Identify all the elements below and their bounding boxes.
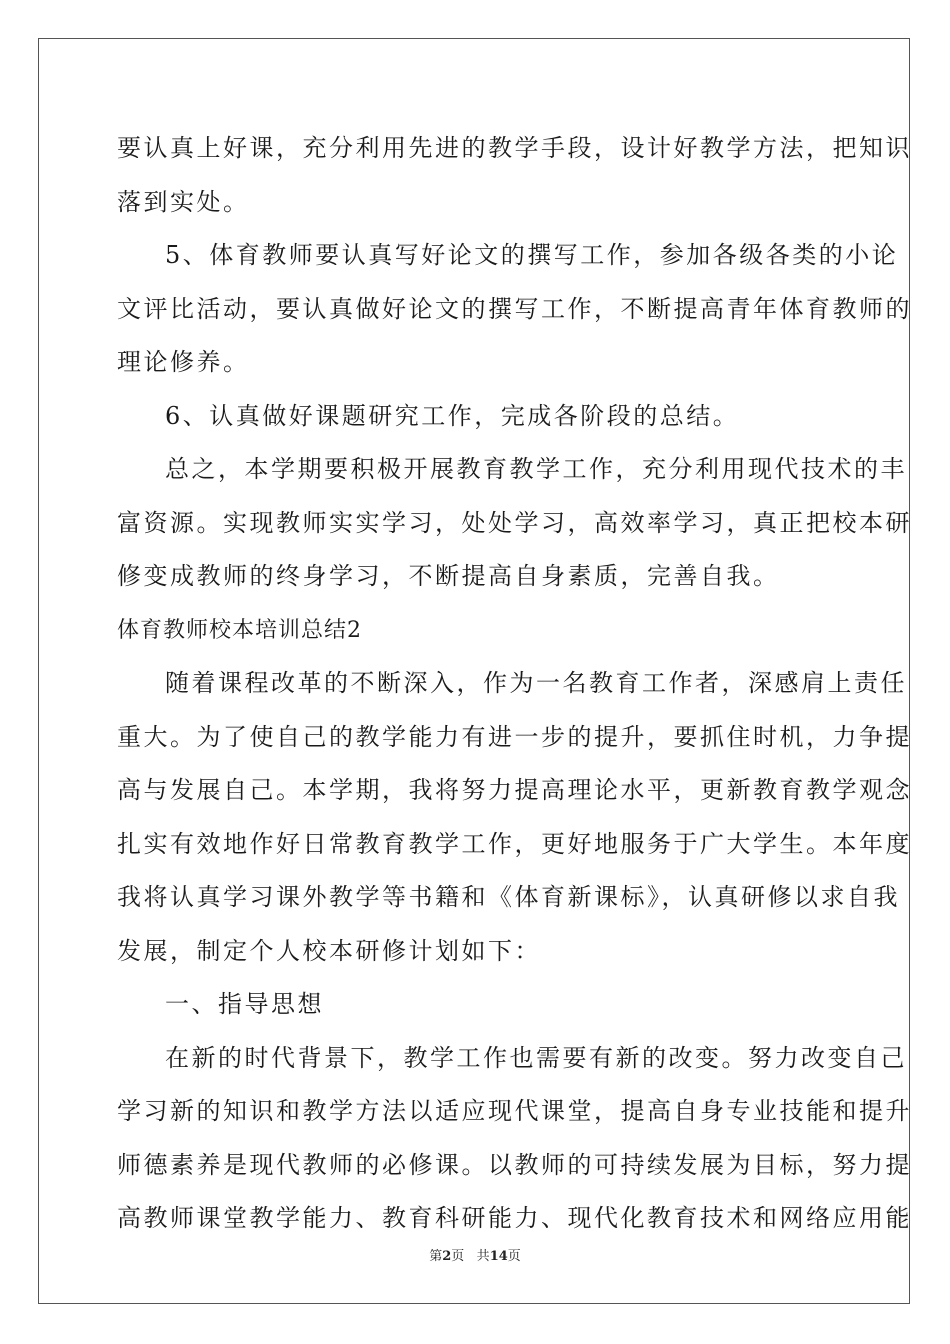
text-line: 总之，本学期要积极开展教育教学工作，充分利用现代技术的丰: [165, 455, 907, 483]
text-line: 理论修养。: [117, 348, 250, 376]
total-prefix: 共: [476, 1249, 490, 1264]
text-line: 随着课程改革的不断深入，作为一名教育工作者，深感肩上责任: [165, 669, 907, 697]
text-line: 6、认真做好课题研究工作，完成各阶段的总结。: [165, 401, 740, 430]
total-suffix: 页: [507, 1249, 521, 1264]
text-line: 要认真上好课，充分利用先进的教学手段，设计好教学方法，把知识: [117, 134, 912, 162]
text-line: 富资源。实现教师实实学习，处处学习，高效率学习，真正把校本研: [117, 508, 912, 537]
page-prefix: 第: [429, 1249, 443, 1264]
total-pages: 14: [489, 1249, 508, 1264]
text-line: 落到实处。: [117, 187, 250, 216]
text-line: 重大。为了使自己的教学能力有进一步的提升，要抓住时机，力争提: [117, 722, 912, 751]
text-line: 师德素养是现代教师的必修课。以教师的可持续发展为目标，努力提: [117, 1150, 912, 1179]
text-line: 扎实有效地作好日常教育教学工作，更好地服务于广大学生。本年度: [117, 829, 912, 858]
text-line: 我将认真学习课外教学等书籍和《体育新课标》，认真研修以求自我: [117, 883, 900, 911]
page-suffix: 页: [451, 1249, 465, 1264]
text-line: 发展，制定个人校本研修计划如下：: [117, 936, 541, 965]
text-line: 高与发展自己。本学期，我将努力提高理论水平，更新教育教学观念: [117, 776, 912, 804]
text-line: 高教师课堂教学能力、教育科研能力、现代化教育技术和网络应用能: [117, 1204, 912, 1232]
document-body: [117, 122, 912, 1246]
text-line: 5、体育教师要认真写好论文的撰写工作，参加各级各类的小论: [165, 241, 899, 269]
text-line: 在新的时代背景下，教学工作也需要有新的改变。努力改变自己: [165, 1043, 907, 1072]
subheading: 一、指导思想: [165, 990, 324, 1018]
section-title: 体育教师校本培训总结2: [117, 617, 362, 643]
text-line: 文评比活动，要认真做好论文的撰写工作，不断提高青年体育教师的: [117, 294, 912, 323]
text-line: 修变成教师的终身学习，不断提高自身素质，完善自我。: [117, 562, 780, 590]
text-line: 学习新的知识和教学方法以适应现代课堂，提高自身专业技能和提升: [117, 1097, 912, 1125]
page-footer: [0, 1245, 950, 1264]
page-number: 2: [442, 1249, 452, 1264]
